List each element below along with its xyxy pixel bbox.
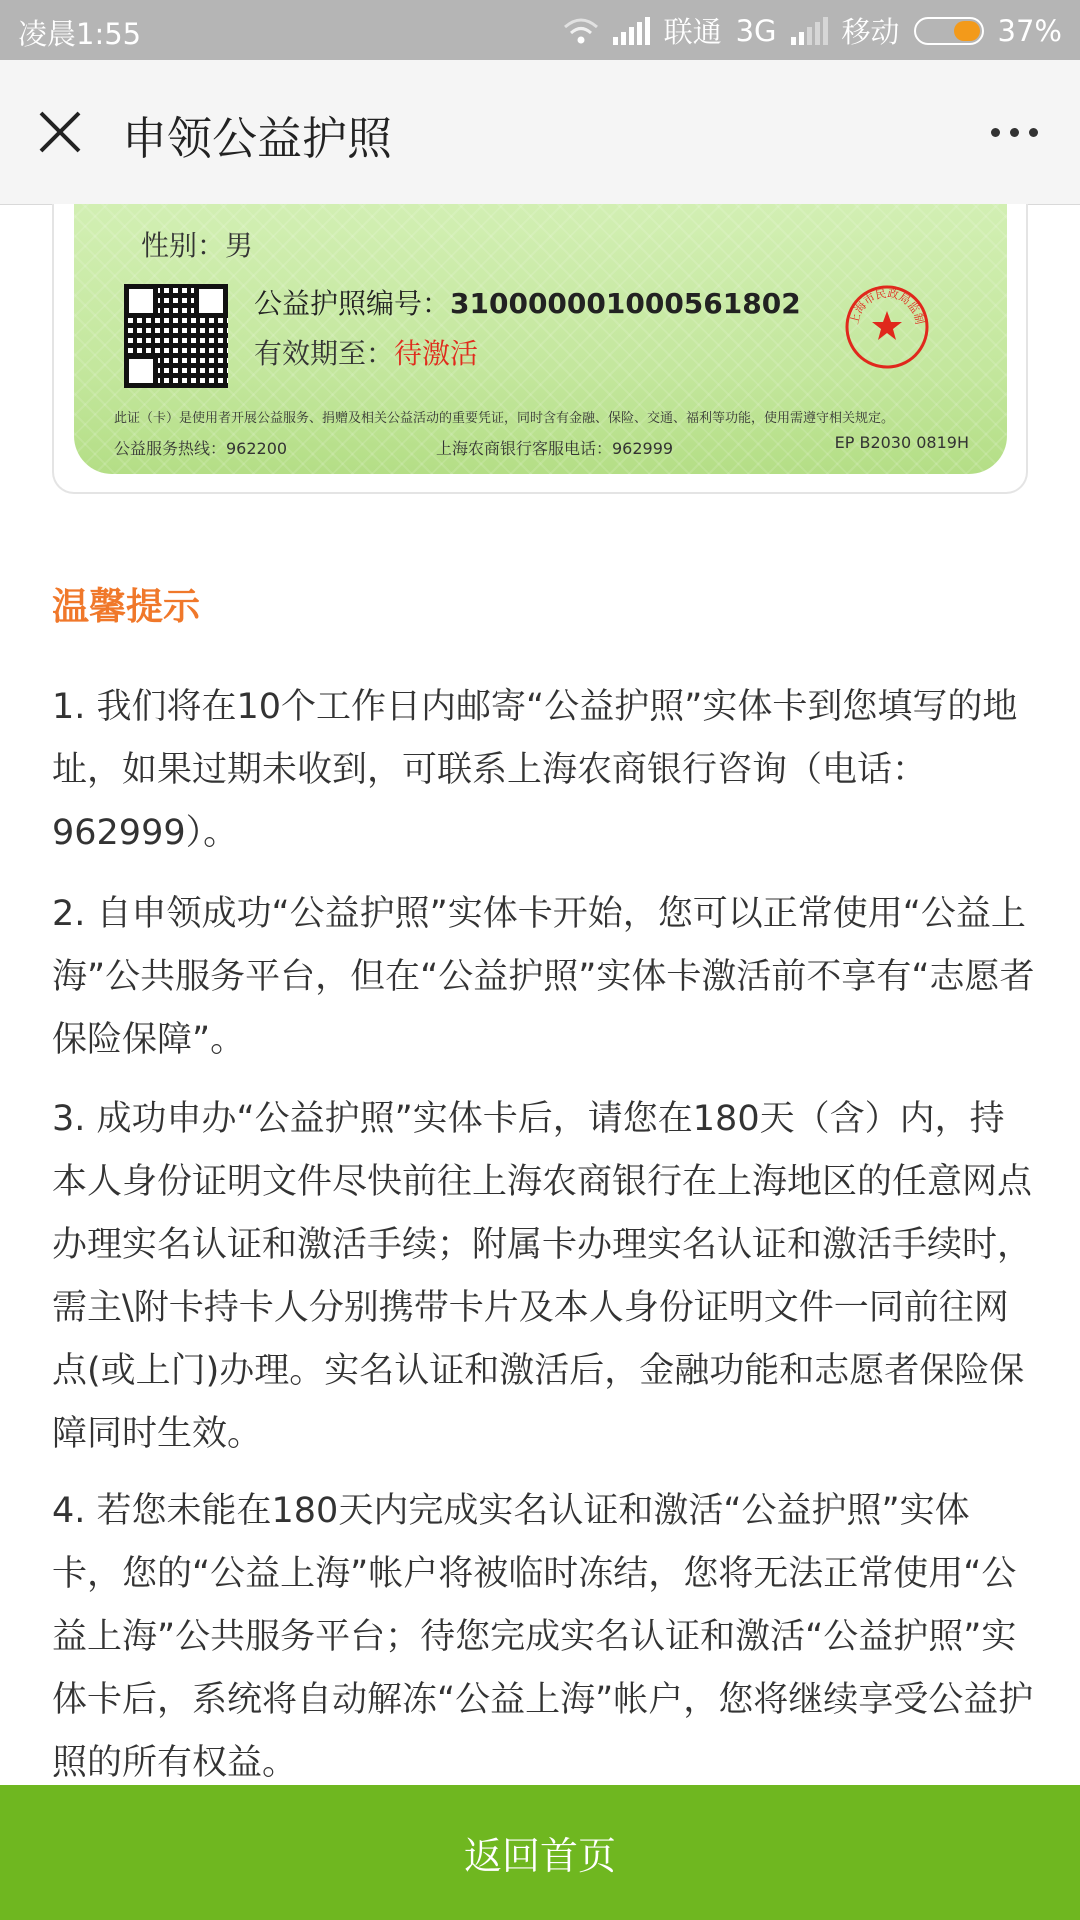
passport-number-label: 公益护照编号： (254, 287, 451, 320)
card-code: EP B2030 0819H (834, 433, 969, 452)
validity-status: 待激活 (394, 337, 479, 370)
status-indicators (563, 10, 1062, 51)
status-bar (0, 0, 1080, 60)
more-icon[interactable] (991, 128, 1038, 137)
validity-row (254, 332, 478, 372)
passport-card (74, 204, 1007, 474)
bank-hotline: 上海农商银行客服电话：962999 (436, 439, 674, 458)
passport-card-container (52, 204, 1028, 494)
network-type: 3G (735, 13, 777, 48)
tip-item: 3. 成功申办“公益护照”实体卡后，请您在180天（含）内，持本人身份证明文件尽快前往上海农商银行在上海地区的任意网点办理实名认证和激活手续；附属卡办理实名认证和激活手续时，需主\附卡持卡人分别携带卡片及本人身份证明文件一同前往网点(或上门)办理。实名认证和激活后，金融功能和志愿者保险保障同时生效。 (52, 1099, 1033, 1454)
title-bar (0, 60, 1080, 205)
gender-label: 性别： (141, 229, 226, 262)
signal-strong-icon (613, 17, 650, 45)
seal-icon (844, 284, 930, 370)
gender-value: 男 (225, 229, 254, 262)
battery-percent: 37% (997, 13, 1062, 48)
tip-item: 2. 自申领成功“公益护照”实体卡开始，您可以正常使用“公益上海”公共服务平台，但在“公益护照”实体卡激活前不享有“志愿者保险保障”。 (52, 894, 1035, 1060)
battery-icon (914, 17, 984, 45)
passport-number-row (254, 282, 801, 322)
carrier-2: 移动 (841, 15, 900, 49)
return-home-button[interactable]: 返回首页 (0, 1785, 1080, 1920)
wifi-icon (563, 17, 599, 45)
passport-number-value: 310000001000561802 (450, 287, 801, 320)
signal-weak-icon (791, 17, 828, 45)
tips-title: 温馨提示 (52, 585, 200, 628)
service-hotline: 公益服务热线：962200 (114, 439, 288, 458)
qr-code-icon (124, 284, 228, 388)
gender-row (141, 224, 253, 264)
close-icon[interactable] (38, 110, 82, 154)
carrier-1: 联通 (663, 15, 722, 49)
page-title: 申领公益护照 (122, 112, 393, 165)
seal-text: 上海市民政局监制 (847, 287, 927, 326)
tip-item: 1. 我们将在10个工作日内邮寄“公益护照”实体卡到您填写的地址，如果过期未收到，可联系上海农商银行咨询（电话：962999）。 (52, 687, 1018, 853)
card-notice: 此证（卡）是使用者开展公益服务、捐赠及相关公益活动的重要凭证，同时含有金融、保险、交通、福利等功能，使用需遵守相关规定。 (114, 411, 895, 426)
tip-item: 4. 若您未能在180天内完成实名认证和激活“公益护照”实体卡，您的“公益上海”帐户将被临时冻结，您将无法正常使用“公益上海”公共服务平台；待您完成实名认证和激活“公益护照”实体卡后，系统将自动解冻“公益上海”帐户，您将继续享受公益护照的所有权益。 (52, 1491, 1034, 1783)
validity-label: 有效期至： (254, 337, 395, 370)
status-time: 凌晨1:55 (18, 17, 142, 51)
